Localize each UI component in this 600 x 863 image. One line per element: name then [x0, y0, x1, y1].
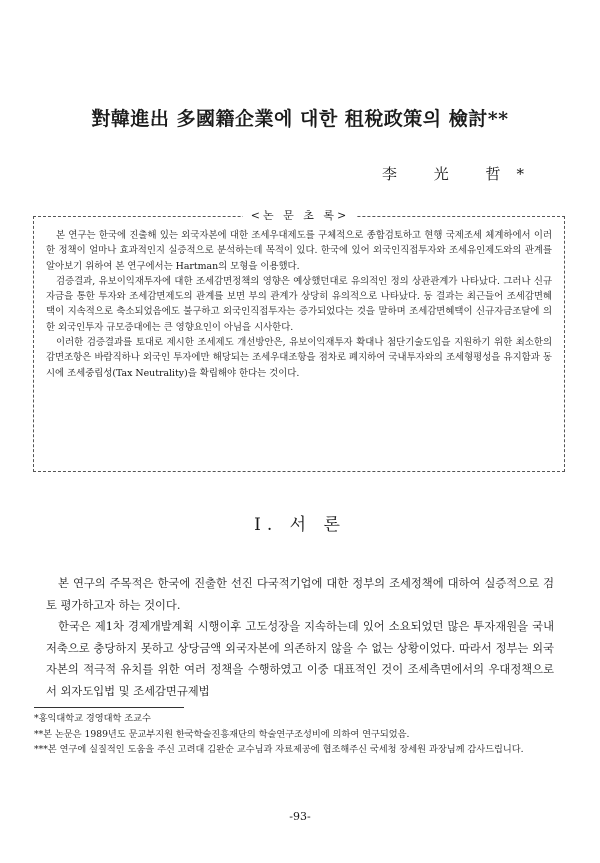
- footnote: **본 논문은 1989년도 문교부지원 한국학술진흥재단의 학술연구조성비에 의하여 연구되었음.: [34, 728, 410, 740]
- footnotes: [34, 711, 554, 758]
- section-heading: Ⅰ. 서 론: [254, 515, 346, 535]
- body-text: [46, 573, 554, 702]
- abstract-heading-label: <논 문 초 록>: [243, 209, 357, 222]
- footnote: *홍익대학교 경영대학 조교수: [34, 713, 151, 724]
- page-number: -93-: [289, 810, 311, 823]
- footnote-divider: [34, 707, 184, 708]
- footnote: ***본 연구에 실질적인 도움을 주신 고려대 김완순 교수님과 자료제공에 협조해주신 국세청 장세원 과장님께 감사드립니다.: [34, 744, 524, 755]
- abstract-paragraph: 본 연구는 한국에 진출해 있는 외국자본에 대한 조세우대제도를 구체적으로 종합검토하고 현행 국제조세 체계하에서 이러한 정책이 얼마나 효과적인지 실증적으로 분석하는데 목적이 있다. 한국에 있어 외국인직접투자와 조세유인제도와의 관계를 알아보기 위하여 본 연구에서는 Hartman의 모형을 이용했다.: [46, 230, 552, 272]
- body-paragraph: 한국은 제1차 경제개발계획 시행이후 고도성장을 지속하는데 있어 소요되었던 많은 투자재원을 국내저축으로 충당하지 못하고 상당금액 외국자본에 의존하지 않을 수 없는 상황이었다. 따라서 정부는 외국자본의 적극적 유치를 위한 여러 정책을 수행하였고 이중 대표적인 것이 조세측면에서의 우대정책으로서 외자도입법 및 조세감면규제법: [46, 620, 554, 698]
- abstract-text: [46, 228, 552, 381]
- author-name: 李 光 哲*: [381, 165, 540, 183]
- abstract-paragraph: 이러한 검증결과를 토대로 제시한 조세제도 개선방안은, 유보이익재투자 확대나 첨단기술도입을 지원하기 위한 최소한의 감면조항은 바람직하나 외국인 투자에만 해당되는 조세우대조항을 점차로 폐지하여 국내투자와의 조세형평성을 유지함과 동시에 조세중립성(Tax Neutrality)을 확립해야 한다는 것이다.: [46, 337, 552, 379]
- body-paragraph: 본 연구의 주목적은 한국에 진출한 선진 다국적기업에 대한 정부의 조세정책에 대하여 실증적으로 검토 평가하고자 하는 것이다.: [46, 577, 554, 612]
- abstract-paragraph: 검증결과, 유보이익재투자에 대한 조세감면정책의 영향은 예상했던대로 유의적인 정의 상관관계가 나타났다. 그러나 신규자금을 통한 투자와 조세감면제도의 관계를 보면 부의 관계가 상당히 유의적으로 나타났다. 동 결과는 최근들어 조세감면혜택이 지속적으로 축소되었음에도 불구하고 외국인직접투자는 증가되었다는 것을 말하며 조세감면혜택이 신규자금조달에 의한 외국인투자 규모증대에는 큰 영향요인이 아님을 시사한다.: [46, 275, 552, 333]
- abstract-heading: [0, 207, 600, 223]
- paper-title: 對韓進出 多國籍企業에 대한 租稅政策의 檢討**: [91, 108, 509, 130]
